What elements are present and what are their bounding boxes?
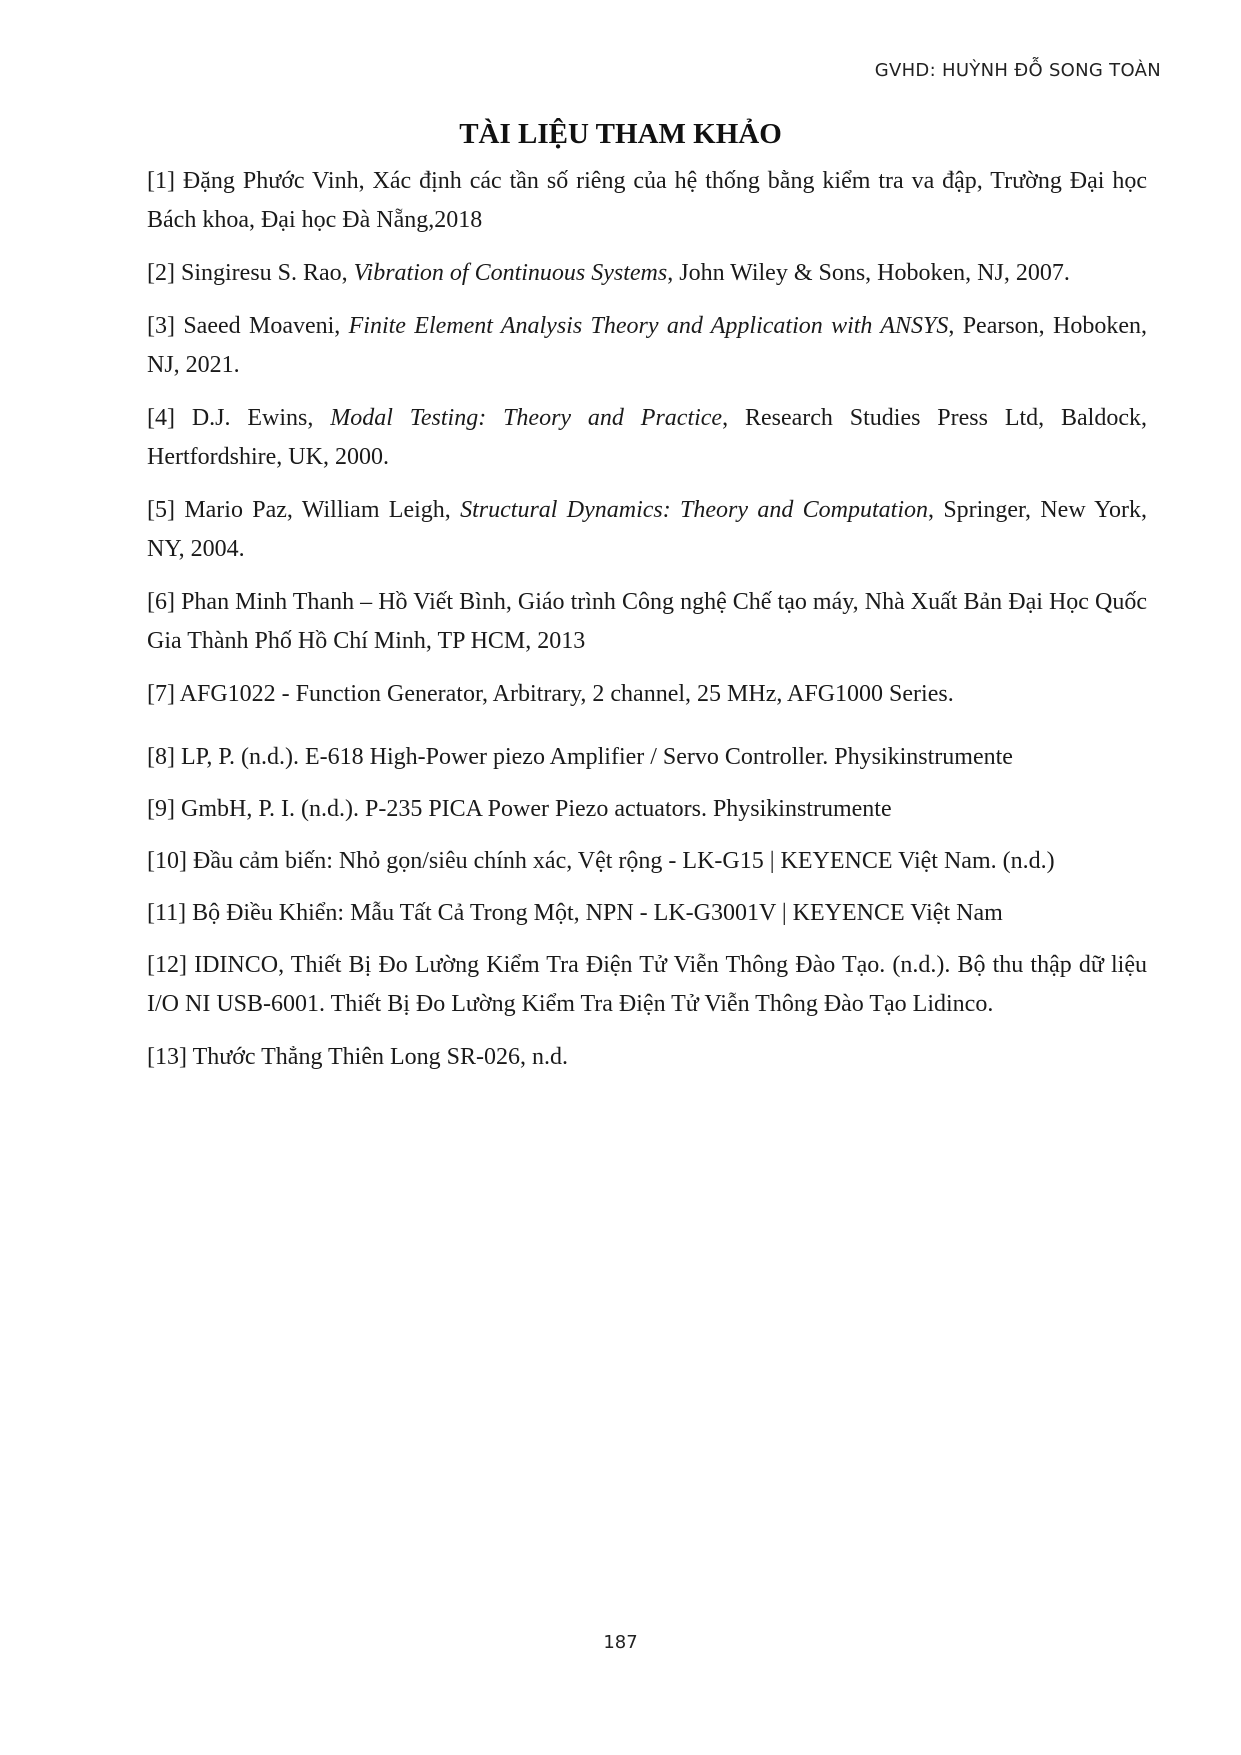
reference-number: [11] [147, 900, 187, 926]
reference-title: Modal Testing: Theory and Practice [330, 405, 723, 431]
reference-item-8 [147, 738, 1147, 777]
reference-number: [9] [147, 796, 175, 822]
page-title: TÀI LIỆU THAM KHẢO [459, 118, 782, 150]
reference-text: Đặng Phước Vinh, Xác định các tần số riêng của hệ thống bằng kiểm tra va đập, Trường Đại học Bách khoa, Đại học Đà Nẵng,2018 [147, 168, 1147, 233]
reference-item-6 [147, 583, 1147, 661]
reference-number: [6] [147, 589, 175, 615]
reference-number: [3] [147, 313, 175, 339]
reference-text: Singiresu S. Rao, [180, 260, 354, 286]
reference-item-1 [147, 162, 1147, 240]
reference-text-tail: , Pearson, Hoboken, NJ, 2021. [147, 313, 1148, 378]
reference-title: Vibration of Continuous Systems [353, 260, 668, 286]
reference-title: Finite Element Analysis Theory and Application with ANSYS [348, 313, 949, 339]
reference-item-5 [147, 491, 1147, 569]
reference-text: Mario Paz, William Leigh, [184, 497, 461, 523]
reference-text: D.J. Ewins, [191, 405, 331, 431]
reference-number: [8] [147, 744, 175, 770]
reference-number: [5] [147, 497, 175, 523]
reference-item-13 [147, 1038, 1147, 1077]
reference-item-2 [147, 254, 1147, 293]
reference-number: [12] [147, 952, 187, 978]
reference-text: Đầu cảm biến: Nhỏ gọn/siêu chính xác, Vệt rộng - LK-G15 | KEYENCE Việt Nam. (n.d.) [192, 848, 1055, 874]
reference-list [147, 162, 1147, 1091]
page-header-supervisor: GVHD: HUỲNH ĐỖ SONG TOÀN [874, 60, 1161, 81]
reference-text: AFG1022 - Function Generator, Arbitrary, 2 channel, 25 MHz, AFG1000 Series. [179, 681, 954, 707]
reference-text: Bộ Điều Khiển: Mẫu Tất Cả Trong Một, NPN - LK-G3001V | KEYENCE Việt Nam [192, 900, 1003, 926]
reference-item-4 [147, 399, 1147, 477]
reference-text: IDINCO, Thiết Bị Đo Lường Kiểm Tra Điện Tử Viễn Thông Đào Tạo. (n.d.). Bộ thu thập dữ liệu I/O NI USB-6001. Thiết Bị Đo Lường Kiểm Tra Điện Tử Viễn Thông Đào Tạo Lidinco. [147, 952, 1147, 1017]
reference-item-9 [147, 790, 1147, 829]
reference-item-3 [147, 307, 1147, 385]
page-number: 187 [603, 1632, 638, 1653]
reference-item-12 [147, 946, 1147, 1024]
reference-number: [10] [147, 848, 187, 874]
reference-item-11 [147, 894, 1147, 933]
reference-item-7 [147, 675, 1147, 714]
reference-text: Phan Minh Thanh – Hồ Viết Bình, Giáo trình Công nghệ Chế tạo máy, Nhà Xuất Bản Đại Học Quốc Gia Thành Phố Hồ Chí Minh, TP HCM, 2013 [147, 589, 1148, 654]
reference-text-tail: , Research Studies Press Ltd, Baldock, Hertfordshire, UK, 2000. [147, 405, 1147, 470]
reference-item-10 [147, 842, 1147, 881]
reference-text: Thước Thẳng Thiên Long SR-026, n.d. [192, 1044, 569, 1070]
reference-number: [1] [147, 168, 175, 194]
reference-number: [13] [147, 1044, 187, 1070]
reference-number: [2] [147, 260, 175, 286]
reference-text-tail: , Springer, New York, NY, 2004. [147, 497, 1148, 562]
reference-title: Structural Dynamics: Theory and Computation [460, 497, 929, 523]
reference-text: Saeed Moaveni, [183, 313, 349, 339]
reference-text: LP, P. (n.d.). E-618 High-Power piezo Amplifier / Servo Controller. Physikinstrumente [180, 744, 1013, 770]
reference-number: [7] [147, 681, 175, 707]
reference-text: GmbH, P. I. (n.d.). P-235 PICA Power Piezo actuators. Physikinstrumente [180, 796, 892, 822]
reference-number: [4] [147, 405, 175, 431]
reference-text-tail: , John Wiley & Sons, Hoboken, NJ, 2007. [667, 260, 1070, 286]
